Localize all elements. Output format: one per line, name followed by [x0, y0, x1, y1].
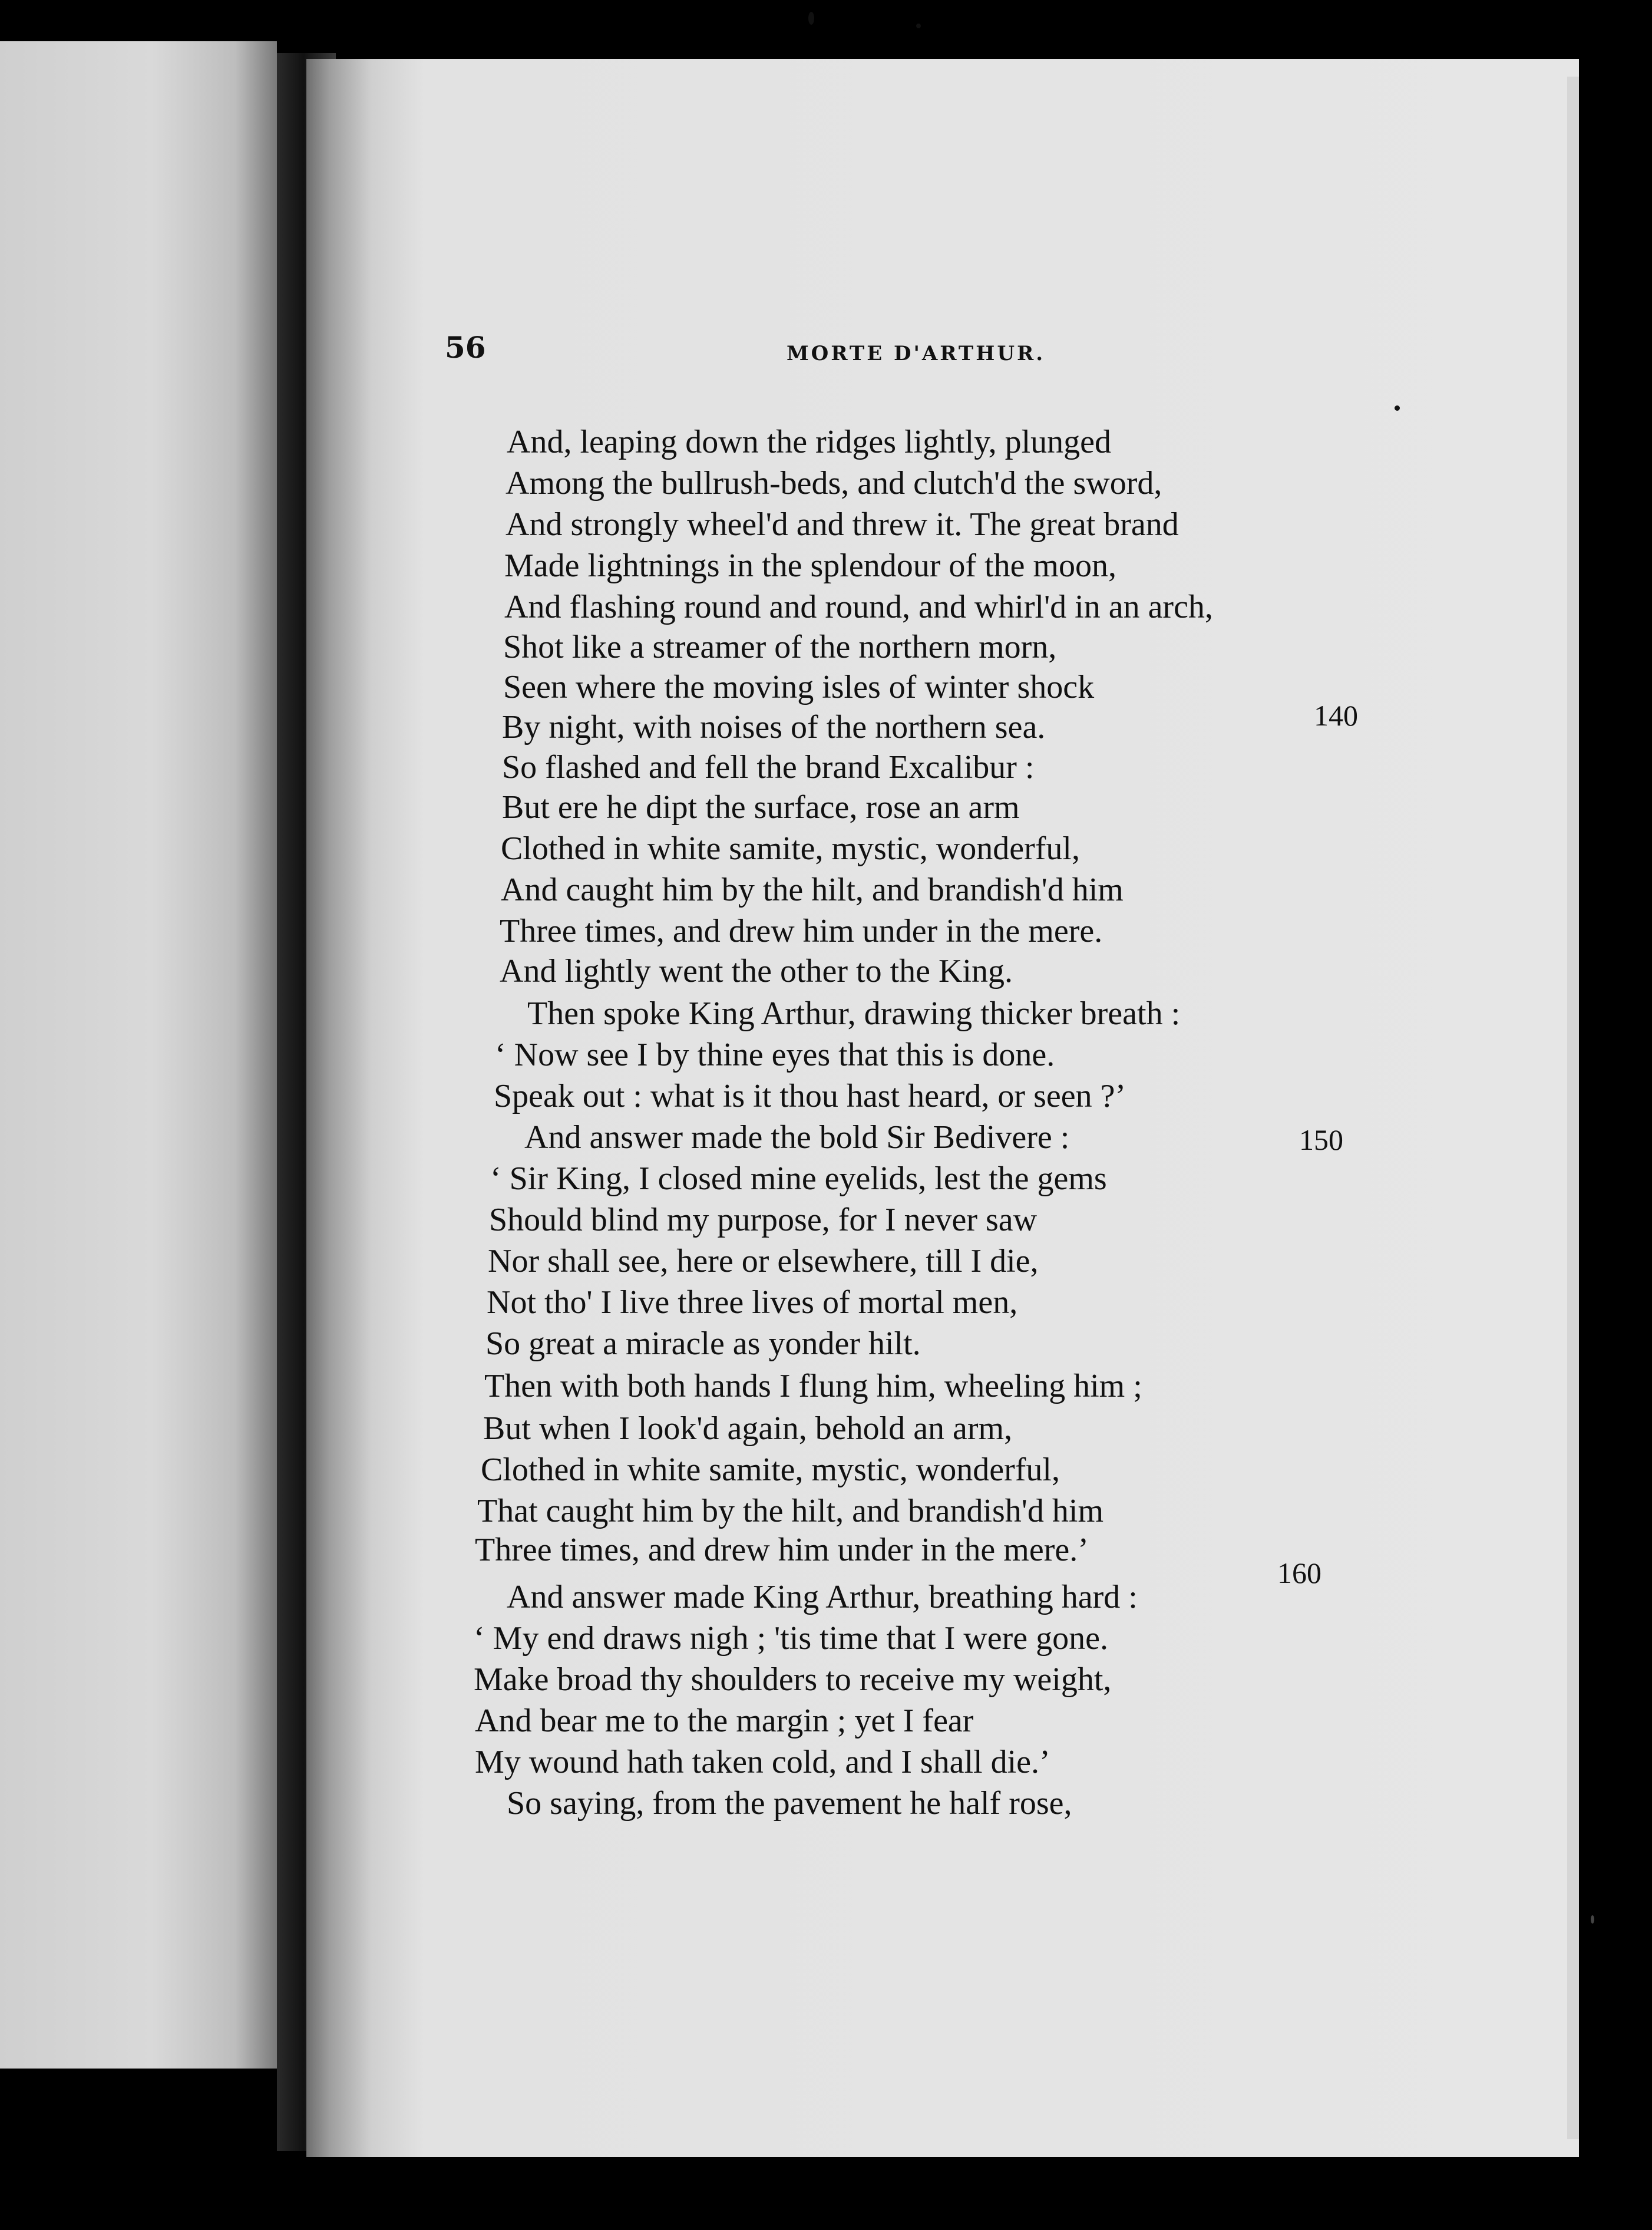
- poem-line: ‘ Sir King, I closed mine eyelids, lest the gems: [490, 1160, 1107, 1197]
- poem-line: And bear me to the margin ; yet I fear: [475, 1703, 974, 1739]
- poem-line: Clothed in white samite, mystic, wonderful,: [501, 830, 1080, 867]
- poem-line: Nor shall see, here or elsewhere, till I die,: [488, 1243, 1039, 1279]
- poem-line: Not tho' I live three lives of mortal men,: [487, 1284, 1018, 1321]
- poem-line: And flashing round and round, and whirl'd in an arch,: [504, 589, 1213, 625]
- poem-line: Among the bullrush-beds, and clutch'd the sword,: [505, 465, 1162, 502]
- poem-line: But when I look'd again, behold an arm,: [483, 1410, 1013, 1447]
- poem-line: And answer made the bold Sir Bedivere :: [524, 1119, 1070, 1156]
- poem-line: So saying, from the pavement he half rose,: [507, 1785, 1072, 1822]
- scan-speck: [1395, 405, 1400, 411]
- line-number: 150: [1299, 1123, 1343, 1156]
- poem-line: And lightly went the other to the King.: [500, 953, 1013, 989]
- poem-line: My wound hath taken cold, and I shall die.’: [475, 1744, 1050, 1780]
- poem-line: Then spoke King Arthur, drawing thicker breath :: [527, 995, 1181, 1032]
- poem-line: ‘ My end draws nigh ; 'tis time that I were gone.: [474, 1620, 1108, 1657]
- poem-line: Three times, and drew him under in the mere.: [500, 913, 1103, 949]
- poem-line: Speak out : what is it thou hast heard, or seen ?’: [494, 1078, 1126, 1114]
- poem-line: That caught him by the hilt, and brandish'd him: [477, 1493, 1104, 1529]
- poem-line: Then with both hands I flung him, wheeling him ;: [484, 1368, 1142, 1404]
- line-number: 160: [1277, 1556, 1321, 1589]
- line-number: 140: [1314, 699, 1358, 732]
- running-head: MORTE D'ARTHUR.: [787, 342, 1046, 365]
- poem-line: Seen where the moving isles of winter shock: [503, 669, 1095, 705]
- poem-line: And, leaping down the ridges lightly, plunged: [507, 424, 1111, 460]
- poem-line: By night, with noises of the northern sea.: [502, 709, 1046, 745]
- poem-line: And caught him by the hilt, and brandish'd him: [501, 872, 1124, 908]
- poem-line: Shot like a streamer of the northern morn,: [503, 629, 1057, 665]
- poem-line: ‘ Now see I by thine eyes that this is done.: [495, 1037, 1055, 1073]
- poem-line: So flashed and fell the brand Excalibur :: [502, 749, 1035, 786]
- scan-speck: [916, 24, 921, 28]
- scan-speck: [1591, 1915, 1594, 1924]
- poem-line: And answer made King Arthur, breathing hard :: [507, 1579, 1138, 1615]
- poem-line: So great a miracle as yonder hilt.: [485, 1325, 921, 1362]
- poem-line: Make broad thy shoulders to receive my weight,: [474, 1661, 1112, 1698]
- poem-line: But ere he dipt the surface, rose an arm: [502, 789, 1020, 826]
- poem-line: Made lightnings in the splendour of the moon,: [504, 547, 1116, 584]
- poem-line: Three times, and drew him under in the mere.’: [475, 1532, 1089, 1568]
- scan-speck: [808, 12, 814, 25]
- page-number: 56: [445, 330, 486, 365]
- poem-line: Should blind my purpose, for I never saw: [489, 1202, 1038, 1238]
- poem-line: Clothed in white samite, mystic, wonderful,: [481, 1452, 1060, 1488]
- poem-line: And strongly wheel'd and threw it. The great brand: [505, 506, 1179, 543]
